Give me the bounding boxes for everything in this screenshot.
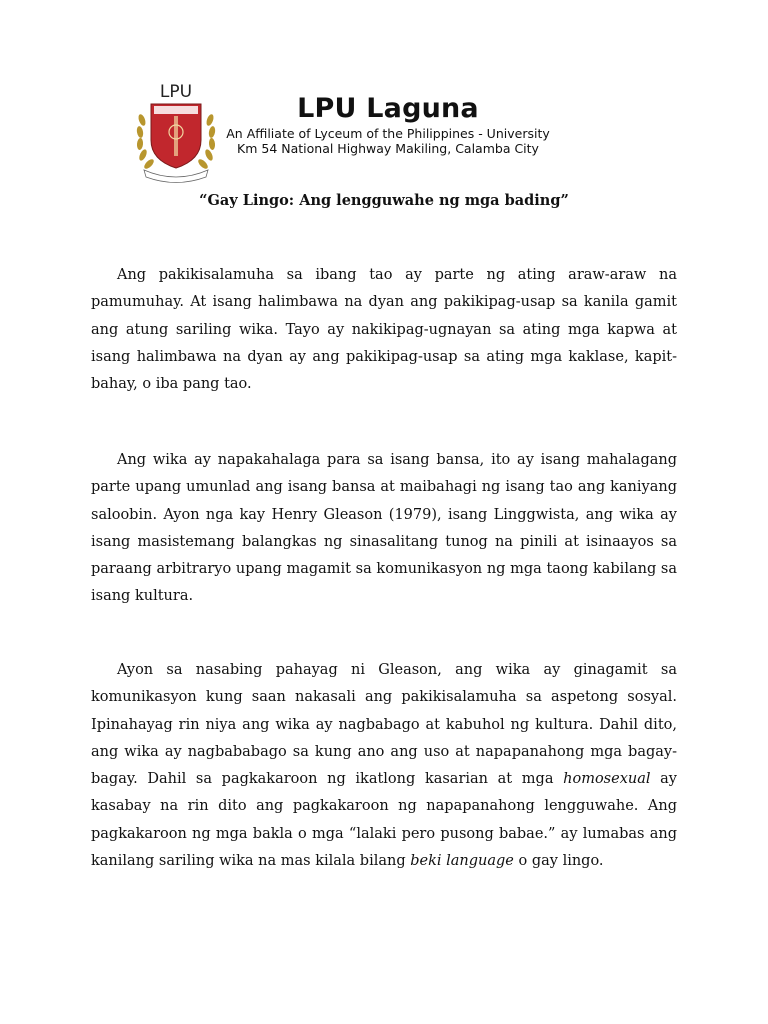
logo-label: LPU [159,82,193,102]
document-title: “Gay Lingo: Ang lengguwahe ng mga bading” [199,192,569,209]
paragraph-1 [91,262,677,398]
paragraph-3-part-1: Ayon sa nasabing pahayag ni Gleason, ang wika ay ginagamit sa komunikasyon kung saan nakasali ang pakikisalamuha sa aspetong sosyal. Ipinahayag rin niya ang wika ay nagbabago at kabuhol ng kultura. Dahil dito, ang wika ay nagbababago sa kung ano ang uso at napapanahong mga bagay-bagay. Dahil sa pagkakaroon ng ikatlong kasarian at mga [91,662,677,788]
header [210,92,566,156]
lpu-logo [134,80,220,184]
lpu-seal-icon [134,80,220,184]
paragraph-3 [91,657,677,875]
paragraph-1-text: Ang pakikisalamuha sa ibang tao ay parte ng ating araw-araw na pamumuhay. At isang halimbawa na dyan ang pakikipag-usap sa kanila gamit ang atung sariling wika. Tayo ay nakikipag-ugnayan sa ating mga kapwa at isang halimbawa na dyan ay ang pakikipag-usap sa ating mga kaklase, kapit-bahay, o iba pang tao. [91,267,677,393]
address-line: Km 54 National Highway Makiling, Calamba City [237,141,539,156]
paragraph-3-part-2: ay kasabay na rin dito ang pagkakaroon ng napapanahong lengguwahe. Ang pagkakaroon ng mga bakla o mga “lalaki pero pusong babae.” ay lumabas ang kanilang sariling wika na mas kilala bilang [91,771,677,870]
school-name: LPU Laguna [297,93,479,124]
emphasis-beki-language: beki language [410,853,514,870]
paragraph-3-text [91,657,677,875]
affiliation-line: An Affiliate of Lyceum of the Philippines - University [226,126,550,141]
paragraph-3-part-3: o gay lingo. [513,853,604,870]
paragraph-2 [91,447,677,611]
emphasis-homosexual: homosexual [563,771,651,788]
paragraph-2-text: Ang wika ay napakahalaga para sa isang bansa, ito ay isang mahalagang parte upang umunlad ang isang bansa at maibahagi ng isang tao ang kaniyang saloobin. Ayon nga kay Henry Gleason (1979), isang Linggwista, ang wika ay isang masistemang balangkas ng sinasalitang tunog na pinili at isinaayos sa paraang arbitraryo upang magamit sa komunikasyon ng mga taong kabilang sa isang kultura. [91,452,677,605]
